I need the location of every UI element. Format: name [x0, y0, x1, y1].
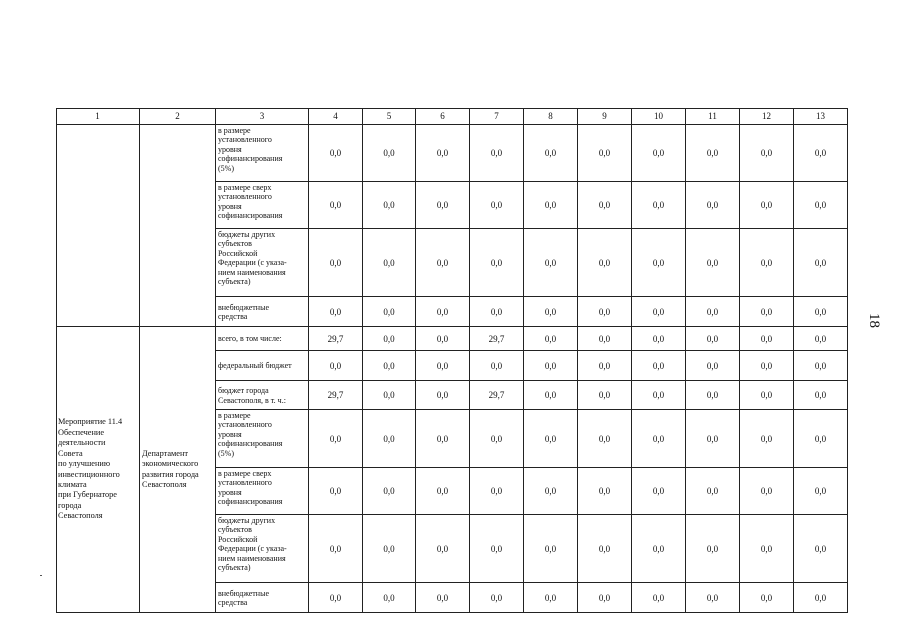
value-cell-col9: 0,0	[578, 125, 632, 182]
column-header-5: 5	[363, 108, 416, 125]
value-cell-col9: 0,0	[578, 182, 632, 229]
value-cell-col11: 0,0	[686, 468, 740, 515]
value-cell-col12: 0,0	[740, 297, 794, 327]
value-cell-col12: 0,0	[740, 381, 794, 410]
value-cell-col4: 0,0	[309, 583, 363, 613]
value-cell-col9: 0,0	[578, 515, 632, 583]
value-cell-col10: 0,0	[632, 351, 686, 381]
column-header-13: 13	[794, 108, 848, 125]
value-cell-col7: 0,0	[470, 182, 524, 229]
value-cell-col7: 0,0	[470, 229, 524, 297]
value-cell-col6: 0,0	[416, 125, 470, 182]
value-cell-col6: 0,0	[416, 515, 470, 583]
value-cell-col8: 0,0	[524, 410, 578, 468]
value-cell-col6: 0,0	[416, 297, 470, 327]
value-cell-col11: 0,0	[686, 410, 740, 468]
value-cell-col13: 0,0	[794, 229, 848, 297]
value-cell-col8: 0,0	[524, 583, 578, 613]
column-header-11: 11	[686, 108, 740, 125]
column-header-1: 1	[56, 108, 140, 125]
value-cell-col9: 0,0	[578, 229, 632, 297]
value-cell-col7: 0,0	[470, 410, 524, 468]
value-cell-col9: 0,0	[578, 327, 632, 351]
value-cell-col13: 0,0	[794, 351, 848, 381]
value-cell-col8: 0,0	[524, 515, 578, 583]
value-cell-col12: 0,0	[740, 229, 794, 297]
value-cell-col4: 0,0	[309, 351, 363, 381]
value-cell-col11: 0,0	[686, 515, 740, 583]
value-cell-col5: 0,0	[363, 182, 416, 229]
value-cell-col9: 0,0	[578, 583, 632, 613]
value-cell-col13: 0,0	[794, 327, 848, 351]
value-cell-col7: 29,7	[470, 381, 524, 410]
column-header-10: 10	[632, 108, 686, 125]
value-cell-col5: 0,0	[363, 515, 416, 583]
value-cell-col6: 0,0	[416, 182, 470, 229]
value-cell-col6: 0,0	[416, 468, 470, 515]
value-cell-col5: 0,0	[363, 468, 416, 515]
value-cell-col12: 0,0	[740, 410, 794, 468]
value-cell-col12: 0,0	[740, 182, 794, 229]
value-cell-col11: 0,0	[686, 381, 740, 410]
value-cell-col7: 0,0	[470, 583, 524, 613]
value-cell-col6: 0,0	[416, 583, 470, 613]
value-cell-col12: 0,0	[740, 327, 794, 351]
value-cell-col11: 0,0	[686, 297, 740, 327]
value-cell-col9: 0,0	[578, 381, 632, 410]
column-header-8: 8	[524, 108, 578, 125]
value-cell-col7: 0,0	[470, 468, 524, 515]
value-cell-col12: 0,0	[740, 468, 794, 515]
value-cell-col4: 0,0	[309, 410, 363, 468]
value-cell-col8: 0,0	[524, 468, 578, 515]
funding-source-label: федеральный бюджет	[216, 351, 309, 381]
value-cell-col13: 0,0	[794, 468, 848, 515]
scan-speck	[40, 575, 42, 576]
value-cell-col4: 0,0	[309, 468, 363, 515]
value-cell-col7: 0,0	[470, 515, 524, 583]
value-cell-col9: 0,0	[578, 468, 632, 515]
column-header-9: 9	[578, 108, 632, 125]
value-cell-col7: 0,0	[470, 297, 524, 327]
value-cell-col9: 0,0	[578, 297, 632, 327]
value-cell-col8: 0,0	[524, 351, 578, 381]
value-cell-col11: 0,0	[686, 351, 740, 381]
funding-source-label: всего, в том числе:	[216, 327, 309, 351]
column-header-4: 4	[309, 108, 363, 125]
value-cell-col6: 0,0	[416, 381, 470, 410]
value-cell-col4: 0,0	[309, 515, 363, 583]
value-cell-col6: 0,0	[416, 327, 470, 351]
value-cell-col5: 0,0	[363, 327, 416, 351]
value-cell-col8: 0,0	[524, 297, 578, 327]
block2-activity-cell: Мероприятие 11.4 Обеспечение деятельности Совета по улучшению инвестиционного климата при Губернаторе города Севастополя	[56, 327, 140, 613]
value-cell-col13: 0,0	[794, 410, 848, 468]
value-cell-col9: 0,0	[578, 410, 632, 468]
value-cell-col13: 0,0	[794, 125, 848, 182]
value-cell-col5: 0,0	[363, 229, 416, 297]
value-cell-col4: 29,7	[309, 381, 363, 410]
column-header-2: 2	[140, 108, 216, 125]
block2-executor-cell: Департамент экономического развития города Севастополя	[140, 327, 216, 613]
value-cell-col5: 0,0	[363, 583, 416, 613]
funding-source-label: бюджеты других субъектов Российской Федерации (с указа- нием наименования субъекта)	[216, 515, 309, 583]
value-cell-col4: 0,0	[309, 125, 363, 182]
value-cell-col9: 0,0	[578, 351, 632, 381]
value-cell-col10: 0,0	[632, 410, 686, 468]
value-cell-col11: 0,0	[686, 182, 740, 229]
funding-source-label: бюджет города Севастополя, в т. ч.:	[216, 381, 309, 410]
column-header-7: 7	[470, 108, 524, 125]
value-cell-col12: 0,0	[740, 515, 794, 583]
value-cell-col10: 0,0	[632, 182, 686, 229]
value-cell-col12: 0,0	[740, 583, 794, 613]
value-cell-col10: 0,0	[632, 583, 686, 613]
funding-source-label: бюджеты других субъектов Российской Федерации (с указа- нием наименования субъекта)	[216, 229, 309, 297]
value-cell-col11: 0,0	[686, 583, 740, 613]
value-cell-col13: 0,0	[794, 381, 848, 410]
value-cell-col8: 0,0	[524, 381, 578, 410]
value-cell-col10: 0,0	[632, 381, 686, 410]
budget-table	[56, 108, 848, 612]
value-cell-col4: 0,0	[309, 229, 363, 297]
value-cell-col10: 0,0	[632, 468, 686, 515]
value-cell-col10: 0,0	[632, 297, 686, 327]
value-cell-col8: 0,0	[524, 182, 578, 229]
value-cell-col8: 0,0	[524, 229, 578, 297]
value-cell-col10: 0,0	[632, 515, 686, 583]
value-cell-col7: 0,0	[470, 125, 524, 182]
value-cell-col8: 0,0	[524, 125, 578, 182]
value-cell-col4: 0,0	[309, 182, 363, 229]
value-cell-col11: 0,0	[686, 229, 740, 297]
value-cell-col7: 0,0	[470, 351, 524, 381]
funding-source-label: в размере сверх установленного уровня софинансирования	[216, 468, 309, 515]
column-header-6: 6	[416, 108, 470, 125]
funding-source-label: в размере сверх установленного уровня софинансирования	[216, 182, 309, 229]
block1-activity-cell	[56, 125, 140, 327]
funding-source-label: в размере установленного уровня софинансирования (5%)	[216, 125, 309, 182]
column-header-12: 12	[740, 108, 794, 125]
funding-source-label: внебюджетные средства	[216, 583, 309, 613]
value-cell-col6: 0,0	[416, 351, 470, 381]
value-cell-col13: 0,0	[794, 297, 848, 327]
value-cell-col5: 0,0	[363, 410, 416, 468]
value-cell-col5: 0,0	[363, 351, 416, 381]
value-cell-col5: 0,0	[363, 297, 416, 327]
value-cell-col8: 0,0	[524, 327, 578, 351]
value-cell-col13: 0,0	[794, 182, 848, 229]
value-cell-col11: 0,0	[686, 327, 740, 351]
value-cell-col12: 0,0	[740, 125, 794, 182]
value-cell-col6: 0,0	[416, 229, 470, 297]
value-cell-col13: 0,0	[794, 515, 848, 583]
value-cell-col4: 0,0	[309, 297, 363, 327]
value-cell-col6: 0,0	[416, 410, 470, 468]
value-cell-col10: 0,0	[632, 125, 686, 182]
value-cell-col7: 29,7	[470, 327, 524, 351]
value-cell-col12: 0,0	[740, 351, 794, 381]
value-cell-col5: 0,0	[363, 125, 416, 182]
funding-source-label: внебюджетные средства	[216, 297, 309, 327]
column-header-3: 3	[216, 108, 309, 125]
funding-source-label: в размере установленного уровня софинансирования (5%)	[216, 410, 309, 468]
value-cell-col10: 0,0	[632, 229, 686, 297]
value-cell-col13: 0,0	[794, 583, 848, 613]
value-cell-col4: 29,7	[309, 327, 363, 351]
value-cell-col5: 0,0	[363, 381, 416, 410]
value-cell-col11: 0,0	[686, 125, 740, 182]
page-number: 18	[866, 313, 882, 328]
value-cell-col10: 0,0	[632, 327, 686, 351]
block1-executor-cell	[140, 125, 216, 327]
